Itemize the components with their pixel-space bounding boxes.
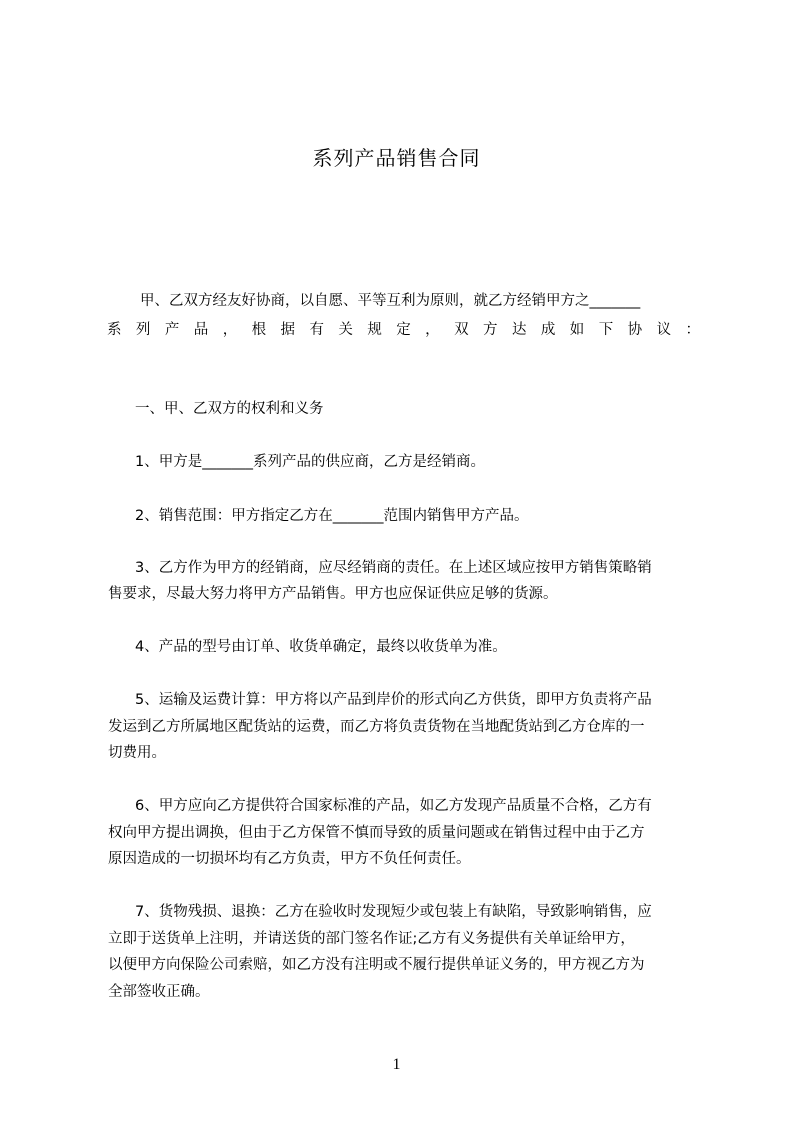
clause-6-line-1: 6、甲方应向乙方提供符合国家标准的产品，如乙方发现产品质量不合格，乙方有: [135, 798, 652, 814]
page-number: 1: [392, 1056, 401, 1073]
intro-line-1: 甲、乙双方经友好协商，以自愿、平等互利为原则，就乙方经销甲方之_______: [140, 293, 641, 309]
clause-3-line-1: 3、乙方作为甲方的经销商，应尽经销商的责任。在上述区域应按甲方销售策略销: [135, 560, 652, 576]
intro-line-2: 系 列 产 品 ， 根 据 有 关 规 定 ， 双 方 达 成 如 下 协 议 ：: [107, 322, 700, 338]
clause-2: 2、销售范围：甲方指定乙方在_______范围内销售甲方产品。: [135, 508, 529, 524]
clause-1: 1、甲方是_______系列产品的供应商，乙方是经销商。: [135, 454, 485, 470]
clause-3-line-2: 售要求，尽最大努力将甲方产品销售。甲方也应保证供应足够的货源。: [108, 586, 558, 602]
document-title: 系列产品销售合同: [312, 146, 481, 170]
clause-7-line-2: 立即于送货单上注明，并请送货的部门签名作证;乙方有义务提供有关单证给甲方，: [108, 931, 635, 947]
clause-5-line-2: 发运到乙方所属地区配货站的运费，而乙方将负责货物在当地配货站到乙方仓库的一: [108, 719, 645, 735]
section-heading: 一、甲、乙双方的权利和义务: [135, 401, 324, 417]
clause-7-line-3: 以便甲方向保险公司索赔，如乙方没有注明或不履行提供单证义务的，甲方视乙方为: [108, 957, 645, 973]
clause-7-line-4: 全部签收正确。: [108, 984, 210, 1000]
clause-5-line-1: 5、运输及运费计算：甲方将以产品到岸价的形式向乙方供货，即甲方负责将产品: [135, 692, 652, 708]
clause-6-line-3: 原因造成的一切损坏均有乙方负责，甲方不负任何责任。: [108, 851, 471, 867]
clause-7-line-1: 7、货物残损、退换：乙方在验收时发现短少或包装上有缺陷，导致影响销售，应: [135, 904, 652, 920]
clause-6-line-2: 权向甲方提出调换，但由于乙方保管不慎而导致的质量问题或在销售过程中由于乙方: [108, 825, 645, 841]
clause-4: 4、产品的型号由订单、收货单确定，最终以收货单为准。: [135, 639, 507, 655]
clause-5-line-3: 切费用。: [108, 745, 166, 761]
